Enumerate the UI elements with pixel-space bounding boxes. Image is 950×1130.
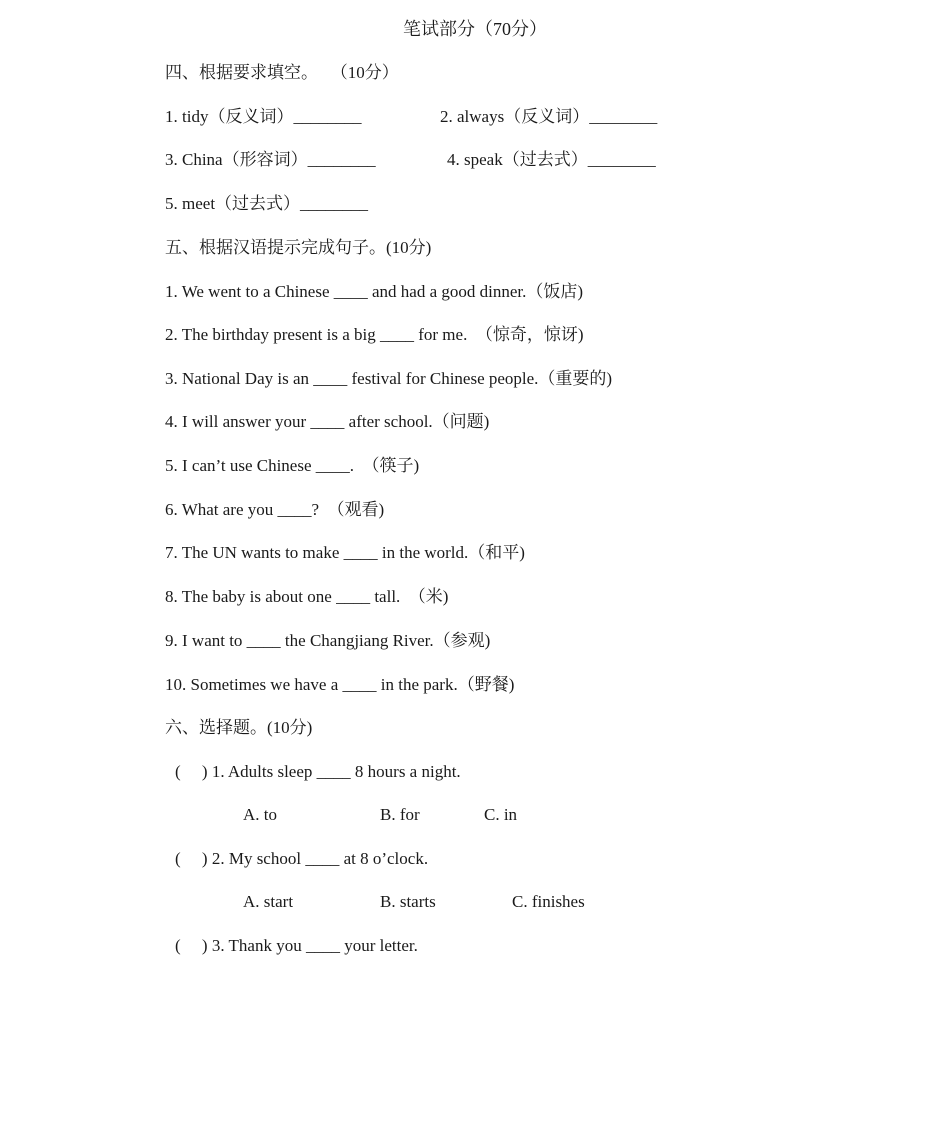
s6-q1-option-c: C. in [484, 805, 518, 824]
s4-item-1: 1. tidy（反义词）________ [165, 107, 362, 126]
s5-item-2: 2. The birthday present is a big ____ for me. （惊奇，惊讶) [165, 325, 584, 344]
s5-item-5: 5. I can’t use Chinese ____. （筷子) [165, 456, 420, 475]
s5-item-3: 3. National Day is an ____ festival for Chinese people.（重要的) [165, 369, 613, 388]
s4-item-4: 4. speak（过去式）________ [447, 150, 656, 169]
s4-item-3: 3. China（形容词）________ [165, 150, 376, 169]
section-6-heading: 六、选择题。(10分) [165, 718, 313, 737]
page-title: 笔试部分（70分） [403, 19, 547, 39]
s5-item-4: 4. I will answer your ____ after school.（问题) [165, 412, 490, 431]
s6-q2-option-b: B. starts [380, 892, 436, 911]
s5-item-9: 9. I want to ____ the Changjiang River.（参观) [165, 631, 491, 650]
s4-item-5: 5. meet（过去式）________ [165, 194, 369, 213]
section-4-heading: 四、根据要求填空。 （10分） [165, 63, 399, 82]
s4-item-2: 2. always（反义词）________ [440, 107, 658, 126]
s6-q3-stem: ( ) 3. Thank you ____ your letter. [175, 936, 418, 955]
s5-item-7: 7. The UN wants to make ____ in the world.（和平) [165, 543, 525, 562]
s6-q2-stem: ( ) 2. My school ____ at 8 o’clock. [175, 849, 429, 868]
s5-item-6: 6. What are you ____? （观看) [165, 500, 385, 519]
s6-q1-stem: ( ) 1. Adults sleep ____ 8 hours a night. [175, 762, 461, 781]
s6-q2-option-a: A. start [243, 892, 294, 911]
s6-q2-option-c: C. finishes [512, 892, 585, 911]
s5-item-1: 1. We went to a Chinese ____ and had a good dinner.（饭店) [165, 282, 584, 301]
s6-q1-option-a: A. to [243, 805, 277, 824]
s5-item-8: 8. The baby is about one ____ tall. （米) [165, 587, 449, 606]
s5-item-10: 10. Sometimes we have a ____ in the park.（野餐) [165, 675, 515, 694]
section-5-heading: 五、根据汉语提示完成句子。(10分) [165, 238, 432, 257]
s6-q1-option-b: B. for [380, 805, 420, 824]
